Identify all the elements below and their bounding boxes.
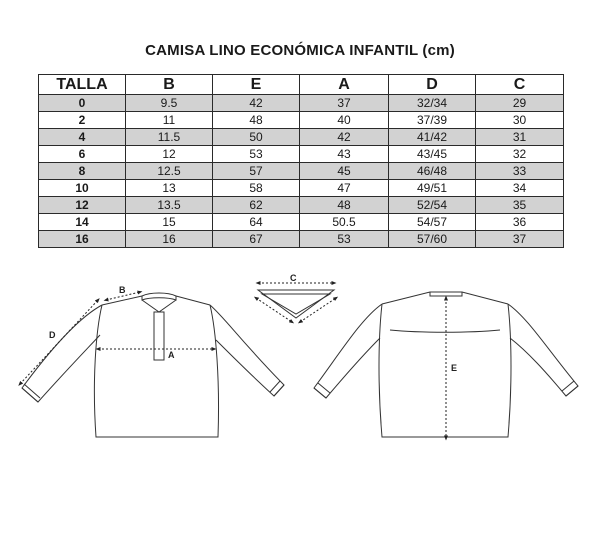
label-e: E xyxy=(451,363,458,373)
cell-d: 41/42 xyxy=(389,129,476,146)
column-header-e: E xyxy=(213,75,300,95)
table-row xyxy=(39,112,564,129)
cell-e: 67 xyxy=(213,231,300,248)
cell-a: 42 xyxy=(300,129,389,146)
cell-talla: 6 xyxy=(39,146,126,163)
label-a: A xyxy=(168,350,175,360)
table-row xyxy=(39,129,564,146)
label-b: B xyxy=(119,285,126,295)
cell-e: 48 xyxy=(213,112,300,129)
table-row xyxy=(39,231,564,248)
cell-c: 36 xyxy=(476,214,564,231)
cell-c: 37 xyxy=(476,231,564,248)
table-header-row xyxy=(39,75,564,95)
column-header-d: D xyxy=(389,75,476,95)
cell-b: 15 xyxy=(126,214,213,231)
cell-talla: 12 xyxy=(39,197,126,214)
label-d: D xyxy=(49,330,56,340)
cell-talla: 8 xyxy=(39,163,126,180)
cell-e: 53 xyxy=(213,146,300,163)
table-row xyxy=(39,214,564,231)
cell-d: 54/57 xyxy=(389,214,476,231)
cell-b: 13 xyxy=(126,180,213,197)
cell-e: 64 xyxy=(213,214,300,231)
cell-a: 48 xyxy=(300,197,389,214)
cell-b: 13.5 xyxy=(126,197,213,214)
column-header-a: A xyxy=(300,75,389,95)
column-header-b: B xyxy=(126,75,213,95)
cell-b: 11 xyxy=(126,112,213,129)
column-header-talla: TALLA xyxy=(39,75,126,95)
table-row xyxy=(39,180,564,197)
table-row xyxy=(39,163,564,180)
cell-a: 53 xyxy=(300,231,389,248)
chart-title: CAMISA LINO ECONÓMICA INFANTIL (cm) xyxy=(145,42,455,59)
size-table xyxy=(38,74,564,248)
cell-e: 50 xyxy=(213,129,300,146)
cell-a: 50.5 xyxy=(300,214,389,231)
cell-talla: 2 xyxy=(39,112,126,129)
cell-b: 12.5 xyxy=(126,163,213,180)
cell-c: 35 xyxy=(476,197,564,214)
cell-c: 33 xyxy=(476,163,564,180)
cell-talla: 14 xyxy=(39,214,126,231)
cell-c: 31 xyxy=(476,129,564,146)
cell-c: 34 xyxy=(476,180,564,197)
cell-a: 47 xyxy=(300,180,389,197)
cell-talla: 4 xyxy=(39,129,126,146)
cell-d: 46/48 xyxy=(389,163,476,180)
shirt-measurement-diagram xyxy=(0,260,600,554)
cell-b: 12 xyxy=(126,146,213,163)
cell-talla: 0 xyxy=(39,95,126,112)
front-shirt-drawing xyxy=(22,293,284,437)
cell-a: 43 xyxy=(300,146,389,163)
cell-a: 37 xyxy=(300,95,389,112)
collar-measure-lines xyxy=(256,283,336,322)
cell-d: 43/45 xyxy=(389,146,476,163)
table-row xyxy=(39,95,564,112)
cell-c: 30 xyxy=(476,112,564,129)
cell-talla: 10 xyxy=(39,180,126,197)
cell-d: 52/54 xyxy=(389,197,476,214)
cell-d: 37/39 xyxy=(389,112,476,129)
collar-drawing xyxy=(258,290,334,318)
label-c: C xyxy=(290,273,297,283)
table-row xyxy=(39,197,564,214)
cell-b: 9.5 xyxy=(126,95,213,112)
cell-e: 57 xyxy=(213,163,300,180)
cell-e: 62 xyxy=(213,197,300,214)
cell-d: 32/34 xyxy=(389,95,476,112)
cell-e: 58 xyxy=(213,180,300,197)
table-row xyxy=(39,146,564,163)
cell-c: 29 xyxy=(476,95,564,112)
cell-a: 40 xyxy=(300,112,389,129)
cell-talla: 16 xyxy=(39,231,126,248)
cell-c: 32 xyxy=(476,146,564,163)
cell-d: 49/51 xyxy=(389,180,476,197)
cell-a: 45 xyxy=(300,163,389,180)
cell-d: 57/60 xyxy=(389,231,476,248)
cell-e: 42 xyxy=(213,95,300,112)
column-header-c: C xyxy=(476,75,564,95)
cell-b: 11.5 xyxy=(126,129,213,146)
cell-b: 16 xyxy=(126,231,213,248)
